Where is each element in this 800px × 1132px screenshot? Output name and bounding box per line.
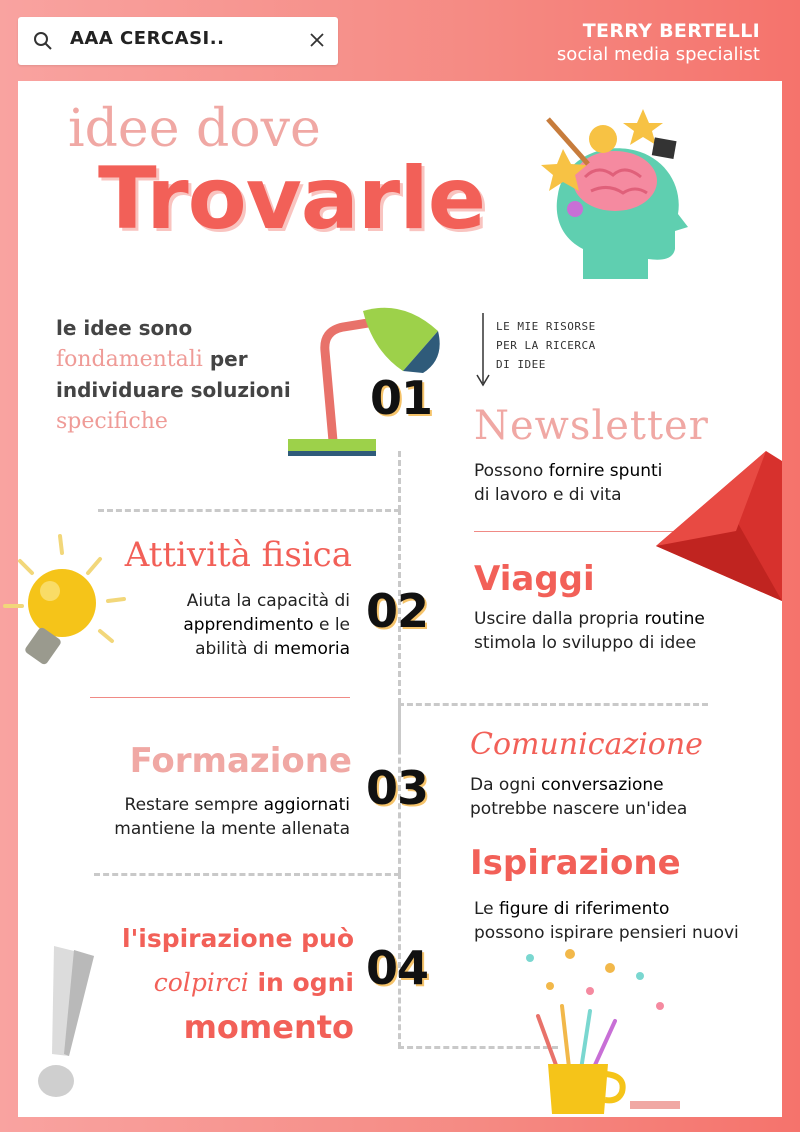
quote-line3: momento bbox=[183, 1008, 354, 1046]
ispirazione-t2: possono ispirare pensieri nuovi bbox=[474, 923, 739, 943]
comunicazione-title: Comunicazione bbox=[470, 727, 703, 762]
number-04: 04 bbox=[366, 941, 429, 995]
divider-h1 bbox=[98, 509, 400, 512]
number-02: 02 bbox=[366, 584, 429, 638]
intro-pink1: fondamentali bbox=[56, 347, 203, 372]
intro-part3: individuare soluzioni bbox=[56, 378, 291, 402]
comunicazione-t1: Da ogni bbox=[470, 775, 542, 795]
newsletter-b1: fornire spunti bbox=[548, 461, 663, 481]
viaggi-t1: Uscire dalla propria bbox=[474, 609, 645, 629]
author-role: social media specialist bbox=[556, 44, 760, 65]
quote-block bbox=[122, 917, 354, 1049]
number-03: 03 bbox=[366, 761, 429, 815]
pencil-cup-icon bbox=[490, 946, 690, 1116]
newsletter-rule bbox=[474, 531, 674, 532]
comunicazione-text bbox=[470, 773, 687, 821]
attivita-rule bbox=[90, 697, 350, 698]
attivita-t3: abilità di bbox=[195, 639, 274, 659]
content-card bbox=[18, 81, 782, 1117]
viaggi-title: Viaggi bbox=[474, 559, 595, 599]
intro-part2: per bbox=[209, 347, 248, 371]
intro-part1: le idee sono bbox=[56, 316, 193, 340]
viaggi-text bbox=[474, 607, 705, 655]
ispirazione-b1: figure di riferimento bbox=[499, 899, 670, 919]
note-line1: LE MIE RISORSE bbox=[496, 320, 596, 333]
divider-v1 bbox=[398, 451, 401, 511]
envelope-icon bbox=[656, 451, 782, 601]
formazione-text bbox=[114, 793, 350, 841]
attivita-t1: Aiuta la capacità di bbox=[186, 591, 350, 611]
note-line2: PER LA RICERCA bbox=[496, 339, 596, 352]
formazione-t2: mantiene la mente allenata bbox=[114, 819, 350, 839]
light-bulb-icon bbox=[0, 531, 130, 671]
search-bar[interactable] bbox=[18, 17, 338, 65]
viaggi-t2: stimola lo sviluppo di idee bbox=[474, 633, 697, 653]
number-01: 01 bbox=[370, 371, 433, 425]
author-name: TERRY BERTELLI bbox=[582, 20, 760, 42]
attivita-b2: memoria bbox=[273, 639, 350, 659]
note-line3: DI IDEE bbox=[496, 358, 546, 371]
formazione-t1: Restare sempre bbox=[124, 795, 264, 815]
viaggi-b1: routine bbox=[644, 609, 705, 629]
attivita-title: Attività fisica bbox=[124, 535, 352, 575]
arrow-down-icon bbox=[473, 313, 493, 387]
search-input[interactable]: AAA CERCASI.. bbox=[70, 28, 225, 49]
title-line2: Trovarle bbox=[98, 149, 486, 249]
search-icon bbox=[33, 31, 53, 51]
divider-h3 bbox=[94, 873, 400, 876]
comunicazione-b1: conversazione bbox=[541, 775, 664, 795]
ispirazione-t1: Le bbox=[474, 899, 500, 919]
quote-line2 bbox=[122, 961, 354, 1005]
formazione-title: Formazione bbox=[129, 741, 352, 781]
author-block bbox=[557, 20, 760, 65]
newsletter-t2: di lavoro e di vita bbox=[474, 485, 622, 505]
quote-l2a: colpirci bbox=[153, 968, 249, 997]
close-icon[interactable] bbox=[308, 31, 326, 49]
newsletter-text bbox=[474, 459, 662, 507]
ispirazione-title: Ispirazione bbox=[470, 843, 681, 883]
divider-h2 bbox=[398, 703, 708, 706]
formazione-b1: aggiornati bbox=[263, 795, 350, 815]
attivita-text bbox=[183, 589, 350, 661]
attivita-b1: apprendimento bbox=[183, 615, 314, 635]
ispirazione-text bbox=[474, 897, 739, 945]
newsletter-title: Newsletter bbox=[474, 403, 709, 449]
exclamation-icon bbox=[14, 946, 104, 1106]
quote-l2b: in ogni bbox=[248, 968, 354, 997]
intro-pink2: specifiche bbox=[56, 409, 168, 434]
attivita-t2: e le bbox=[313, 615, 350, 635]
title-line1: idee dove bbox=[68, 99, 321, 159]
newsletter-t1: Possono bbox=[474, 461, 549, 481]
comunicazione-t2: potrebbe nascere un'idea bbox=[470, 799, 688, 819]
resources-note bbox=[496, 317, 596, 374]
head-brain-icon bbox=[523, 109, 703, 289]
quote-line1: l'ispirazione può bbox=[122, 924, 354, 953]
